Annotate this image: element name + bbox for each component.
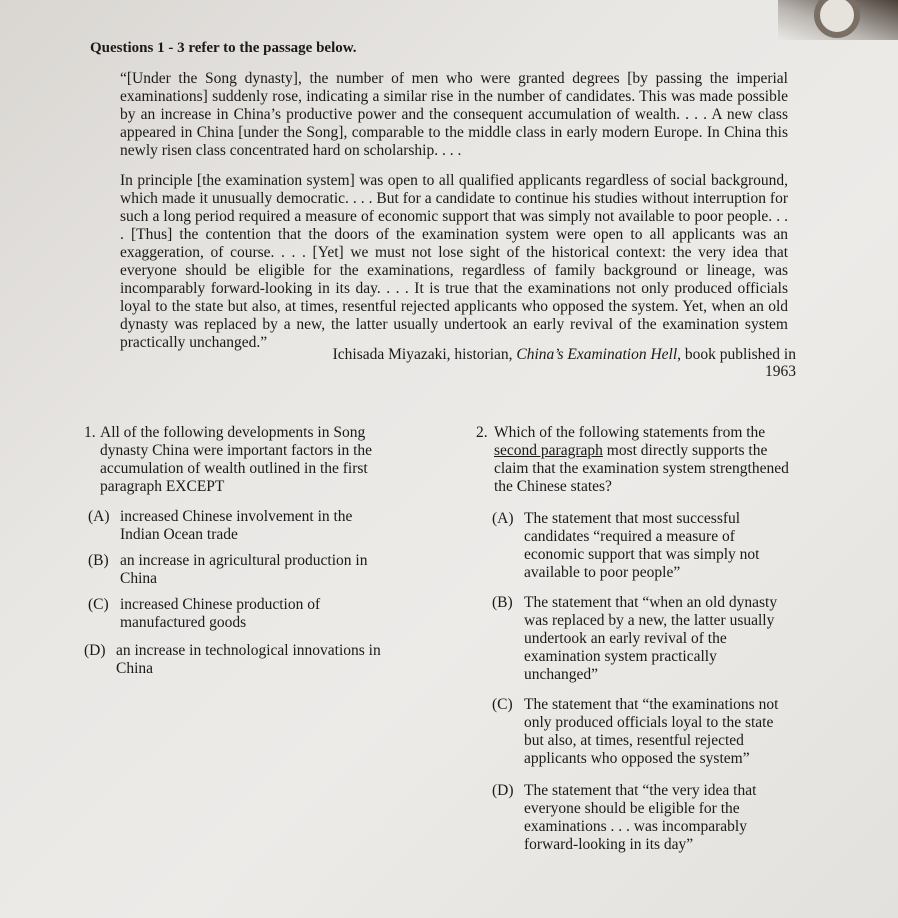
questions-heading: Questions 1 - 3 refer to the passage below. [90, 40, 357, 56]
option-text: The statement that “the examinations not only produced officials loyal to the state but also, at times, resentful rejected applicants who opposed the system” [524, 696, 779, 767]
option-letter: (D) [492, 782, 514, 799]
option-letter: (C) [492, 696, 513, 713]
option-text: an increase in agricultural production in China [120, 552, 368, 587]
option-letter: (A) [88, 508, 110, 525]
option-letter: (B) [88, 552, 109, 569]
question-2-option-c[interactable] [492, 696, 802, 768]
option-text: an increase in technological innovations in China [116, 642, 381, 677]
source-citation [318, 346, 796, 380]
stem-text-before: Which of the following statements from the [494, 424, 766, 441]
question-1-option-a[interactable] [88, 508, 388, 544]
source-passage [120, 70, 788, 364]
option-letter: (B) [492, 594, 513, 611]
question-2 [476, 424, 806, 874]
question-2-option-a[interactable] [492, 510, 802, 582]
question-1-number: 1. [84, 424, 96, 441]
option-letter: (D) [84, 642, 106, 659]
question-1-stem: All of the following developments in Song dynasty China were important factors in the accumulation of wealth outlined in the first paragraph EXCEPT [100, 424, 373, 495]
question-2-option-d[interactable] [492, 782, 802, 854]
question-2-number: 2. [476, 424, 488, 441]
stem-underlined-phrase: second paragraph [494, 442, 603, 459]
citation-suffix: , book published in [677, 346, 796, 363]
option-letter: (C) [88, 596, 109, 613]
citation-year: 1963 [765, 363, 796, 380]
question-1-option-b[interactable] [88, 552, 388, 588]
question-1 [84, 424, 384, 684]
option-text: increased Chinese production of manufactured goods [120, 596, 321, 631]
passage-paragraph-2: In principle [the examination system] was open to all qualified applicants regardless of social background, which made it unusually democratic. . . . But for a candidate to continue his studies without interruption for such a long period required a measure of economic support that was simply not available to poor people. . . . [Thus] the contention that the doors of the examination system were open to all applicants was an exaggeration, of course. . . . [Yet] we must not lose sight of the historical context: the very idea that everyone should be eligible for the examinations, regardless of family background or lineage, was incomparably forward-looking in its day. . . . It is true that the examinations not only produced officials loyal to the state but also, at times, resentful rejected applicants who opposed the system. Yet, when an old dynasty was replaced by a new, the latter usually undertook an early revival of the examination system practically unchanged.” [120, 172, 788, 351]
passage-paragraph-1: “[Under the Song dynasty], the number of men who were granted degrees [by passing the imperial examinations] suddenly rose, indicating a similar rise in the number of candidates. This was made possible by an increase in China’s productive power and the consequent accumulation of wealth. . . . A new class appeared in China [under the Song], comparable to the middle class in early modern Europe. In China this newly risen class concentrated hard on scholarship. . . . [120, 70, 788, 159]
option-text: increased Chinese involvement in the Indian Ocean trade [120, 508, 353, 543]
option-text: The statement that “the very idea that everyone should be eligible for the examinations . . . was incomparably forward-looking in its day” [524, 782, 757, 853]
option-text: The statement that most successful candidates “required a measure of economic support that was simply not available to poor people” [524, 510, 760, 581]
question-2-option-b[interactable] [492, 594, 802, 684]
citation-book-title: China’s Examination Hell [516, 346, 678, 363]
citation-prefix: Ichisada Miyazaki, historian, [332, 346, 517, 363]
stem-text-after: most directly supports the claim that the examination system strengthened the Chinese states? [494, 442, 789, 495]
question-1-option-c[interactable] [88, 596, 388, 632]
option-letter: (A) [492, 510, 514, 527]
option-text: The statement that “when an old dynasty was replaced by a new, the latter usually undertook an early revival of the examination system practically unchanged” [524, 594, 778, 683]
question-1-option-d[interactable] [84, 642, 394, 678]
question-2-stem [494, 424, 800, 496]
